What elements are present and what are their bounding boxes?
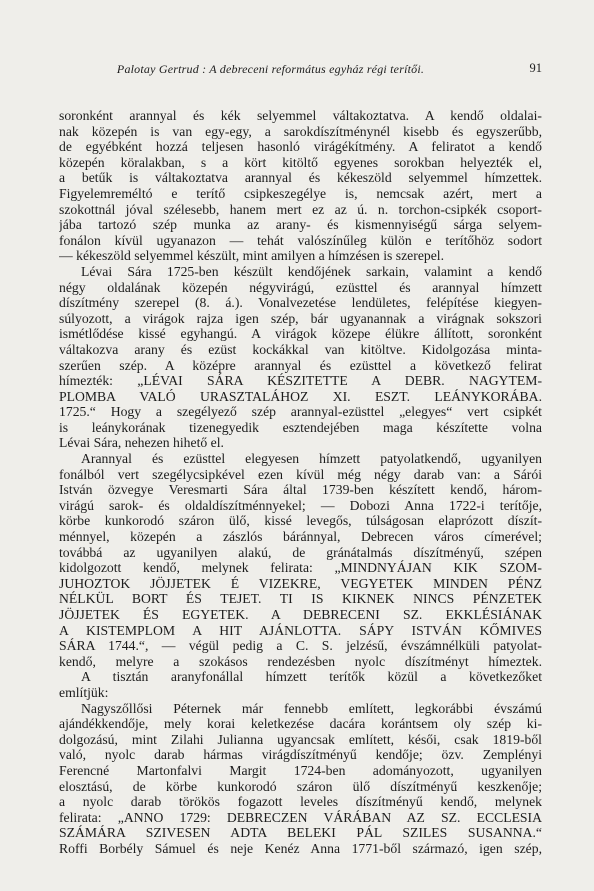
text-line: szerűen szép. A középre arannyal és ezüsttel a következő felirat xyxy=(59,357,542,373)
text-line: kendő, melyre a szokásos rendezésben nyolc díszítményt hímeztek. xyxy=(59,653,542,669)
text-line: ajándékkendője, mely korai keletkezése dacára korántsem oly szép ki- xyxy=(59,716,542,732)
text-line: — kékeszöld selyemmel készült, mint amilyen a hímzésen is szerepel. xyxy=(59,248,445,264)
text-line: Ferencné Martonfalvi Margit 1724-ben adományozott, ugyanilyen xyxy=(59,762,542,778)
text-line: soronként arannyal és kék selyemmel váltakoztatva. A kendő oldalai- xyxy=(59,108,542,123)
page-number: 91 xyxy=(529,61,542,75)
text-line: Lévai Sára 1725-ben készült kendőjének sarkain, valamint a kendő xyxy=(81,263,542,279)
text-line: hímezték: „LÉVAI SÁRA KÉSZITETTE A DEBR. NAGYTEM- xyxy=(59,373,542,389)
text-line: Figyelemreméltó e terítő csipkeszegélye is, nemcsak azért, mert a xyxy=(59,185,542,201)
text-line: a nyolc darab törökös fogazott leveles díszítményű kendő, melynek xyxy=(59,794,542,810)
text-line: közepén köralakban, s a kört kitöltő egyenes sorokban helyezték el, xyxy=(59,154,542,170)
text-line: szokottnál jóval szélesebb, hanem mert ez az ú. n. torchon-csipkék csoport- xyxy=(59,201,542,217)
text-line: JUHOZTOK JÖJJETEK É VIZEKRE, VEGYETEK MINDEN PÉNZ xyxy=(59,575,542,591)
running-title: Palotay Gertrud : A debreceni református egyház régi terítői. xyxy=(116,62,425,76)
text-line: dolgozású, mint Zilahi Julianna ugyancsak említett, késői, csak 1819-ből xyxy=(59,731,542,747)
text-line: váltakozva arany és ezüst kockákkal van kitöltve. Kidolgozása minta- xyxy=(59,341,542,357)
text-line: jába tartozó szép munka az arany- és kismennyiségű sárga selyem- xyxy=(59,217,542,233)
text-line: említjük: xyxy=(59,684,109,700)
text-line: súlyozott, a virágok rajza igen szép, bár ugyanannak a virágnak sokszori xyxy=(59,310,542,326)
text-line: fonálból vert szegélycsipkével ezen kívül még négy darab van: a Sárói xyxy=(59,466,542,482)
text-line: Nagyszőllősi Péternek már fennebb említett, legkorábbi évszámú xyxy=(81,700,542,716)
text-line: NÉLKÜL BORT ÉS TEJET. TI IS KIKNEK NINCS PÉNZETEK xyxy=(59,591,542,607)
text-line: SZÁMÁRA SZIVESEN ADTA BELEKI PÁL SZILES SUSANNA.“ xyxy=(59,825,542,841)
text-line: de egyébként hozzá teljesen hasonló virágékítmény. A feliratot a kendő xyxy=(59,139,542,155)
text-line: Arannyal és ezüsttel elegyesen hímzett patyolatkendő, ugyanilyen xyxy=(81,451,542,467)
text-line: díszítmény szerepel (8. á.). Vonalvezetése lendületes, felépítése kiegyen- xyxy=(59,295,542,311)
text-line: A tisztán aranyfonállal hímzett terítők közül a következőket xyxy=(81,669,542,685)
text-line: virágú sarok- és oldaldíszítménnyekel; — Dobozi Anna 1722-i terítője, xyxy=(59,497,542,513)
text-line: fonálon kívül ugyanazon — tehát valószínűleg külön e terítőhöz sodort xyxy=(59,232,542,248)
text-line: SÁRA 1744.“, — végül pedig a C. S. jelzésű, évszámnélküli patyolat- xyxy=(59,638,542,654)
text-line: elosztású, de körbe kunkorodó száron ülő díszítményű keszkenője; xyxy=(59,778,542,794)
text-line: kidolgozott kendő, melynek felirata: „MINDNYÁJAN KIK SZOM- xyxy=(59,560,542,576)
text-line: Lévai Sára, nehezen hihető el. xyxy=(59,435,224,451)
text-line: a betűk is váltakoztatva arannyal és kékeszöld selyemmel hímzettek. xyxy=(59,170,542,186)
text-line: körbe kunkorodó száron ülő, kissé levegős, túlságosan elaprózott díszít- xyxy=(59,513,542,529)
text-line: való, nyolc darab hármas virágdíszítményű kendője; özv. Zemplényi xyxy=(59,747,542,763)
text-line: ménnyel, közepén a zászlós báránnyal, Debrecen város címerével; xyxy=(59,529,542,545)
text-line: JÖJJETEK ÉS EGYETEK. A DEBRECENI SZ. EKKLÉSIÁNAK xyxy=(59,607,542,622)
page-header xyxy=(59,60,542,80)
text-line: nak közepén is van egy-egy, a sarokdíszítménynél kisebb és egyszerűbb, xyxy=(59,123,542,139)
text-line: István özvegye Veresmarti Sára által 1739-ben készített kendő, három- xyxy=(59,482,542,498)
text-line: A KISTEMPLOM A HIT AJÁNLOTTA. SÁPY ISTVÁN KŐMIVES xyxy=(59,622,542,638)
body-text xyxy=(59,108,542,857)
text-line: négy oldalának közepén négyvirágú, ezüsttel és arannyal hímzett xyxy=(59,279,542,295)
text-line: 1725.“ Hogy a szegélyező szép arannyal-ezüsttel „elegyes“ vert csipkét xyxy=(59,404,542,420)
text-line: felirata: „ANNO 1729: DEBRECZEN VÁRÁBAN AZ SZ. ECCLESIA xyxy=(59,809,542,825)
text-line: továbbá az ugyanilyen alakú, de gránátalmás díszítményű, szépen xyxy=(59,544,542,560)
text-line: ismétlődése kissé egyhangú. A virágok közepe élükre állított, soronként xyxy=(59,326,542,342)
text-line: is leánykorának tizenegyedik esztendejében maga készítette volna xyxy=(59,419,542,435)
text-line: Roffi Borbély Sámuel és neje Kenéz Anna 1771-ből származó, igen szép, xyxy=(59,840,542,856)
text-line: PLOMBA VALÓ URASZTALÁHOZ XI. ESZT. LEÁNYKORÁBA. xyxy=(59,388,542,404)
